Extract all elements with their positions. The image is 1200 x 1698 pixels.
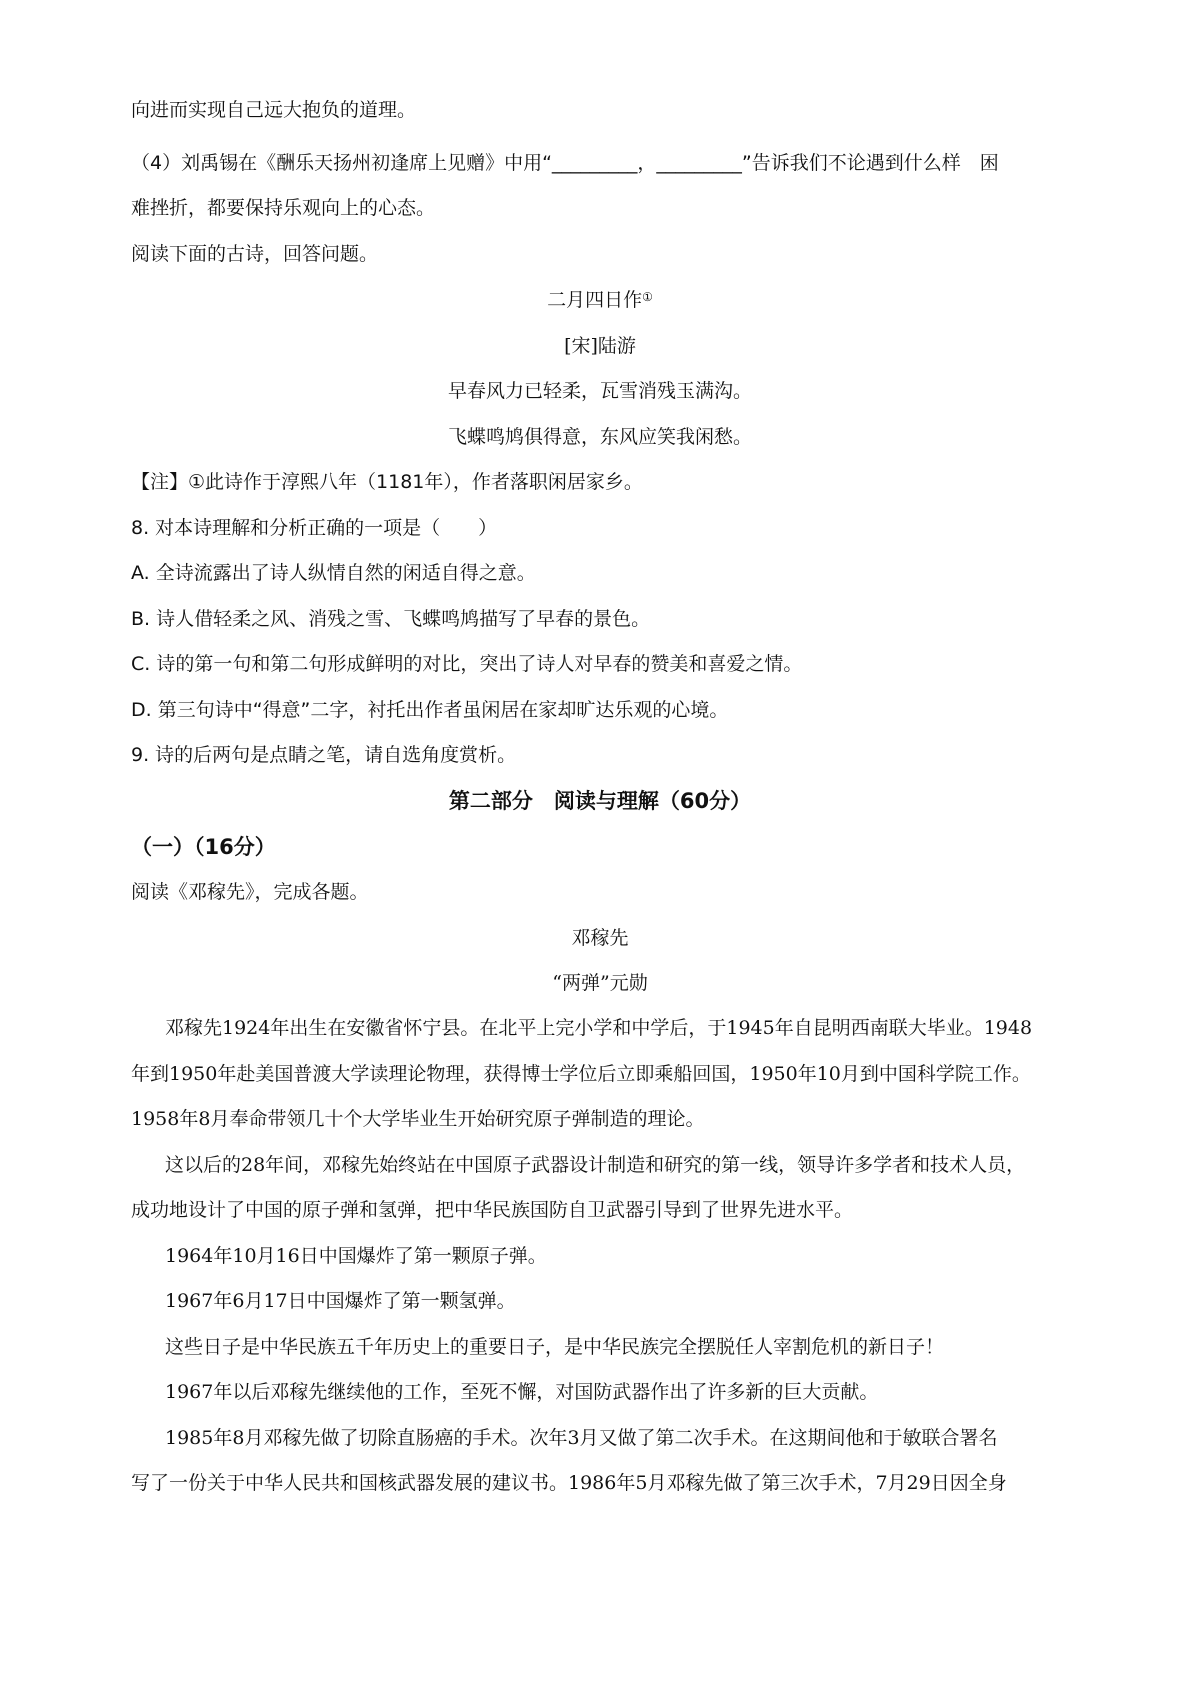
poem-author: [宋]陆游 <box>564 335 636 357</box>
question-4-line-2: 难挫折，都要保持乐观向上的心态。 <box>131 197 436 219</box>
article-subtitle: “两弹”元勋 <box>552 972 648 994</box>
reading-intro: 阅读《邓稼先》，完成各题。 <box>131 881 369 903</box>
option-a: A. 全诗流露出了诗人纵情自然的闲适自得之意。 <box>131 562 536 584</box>
footnote-marker: ① <box>642 290 653 304</box>
paragraph-line: 1964年10月16日中国爆炸了第一颗原子弹。 <box>165 1245 547 1267</box>
paragraph-line: 1967年6月17日中国爆炸了第一颗氢弹。 <box>165 1290 516 1312</box>
option-d: D. 第三句诗中“得意”二字，衬托出作者虽闲居在家却旷达乐观的心境。 <box>131 699 729 721</box>
poem-title-text: 二月四日作 <box>547 289 643 311</box>
question-continuation: 向进而实现自己远大抱负的道理。 <box>131 99 417 121</box>
poem-line-1: 早春风力已轻柔，瓦雪消残玉满沟。 <box>447 380 752 402</box>
question-8: 8. 对本诗理解和分析正确的一项是（ ） <box>131 517 498 539</box>
option-b: B. 诗人借轻柔之风、消残之雪、飞蝶鸣鸠描写了早春的景色。 <box>131 608 651 630</box>
paragraph-line: 成功地设计了中国的原子弹和氢弹，把中华民族国防自卫武器引导到了世界先进水平。 <box>131 1199 854 1221</box>
paragraph-line: 邓稼先1924年出生在安徽省怀宁县。在北平上完小学和中学后，于1945年自昆明西南联大毕业。1948 <box>165 1017 1033 1039</box>
paragraph-line: 1967年以后邓稼先继续他的工作，至死不懈，对国防武器作出了许多新的巨大贡献。 <box>165 1381 879 1403</box>
question-9: 9. 诗的后两句是点睛之笔，请自选角度赏析。 <box>131 744 517 766</box>
poem-title <box>0 286 1200 314</box>
poem-line-2: 飞蝶鸣鸠俱得意，东风应笑我闲愁。 <box>447 426 752 448</box>
question-4-line-1: （4）刘禹锡在《酬乐天扬州初逢席上见赠》中用“_________，_________”告诉我们不论遇到什么样 困 <box>131 152 999 174</box>
poem-note: 【注】①此诗作于淳熙八年（1181年），作者落职闲居家乡。 <box>131 471 643 493</box>
paragraph-line: 这以后的28年间，邓稼先始终站在中国原子武器设计制造和研究的第一线，领导许多学者和技术人员， <box>165 1154 1026 1176</box>
section-heading: （一）（16分） <box>131 835 276 859</box>
paragraph-line: 1985年8月邓稼先做了切除直肠癌的手术。次年3月又做了第二次手术。在这期间他和于敏联合署名 <box>165 1427 998 1449</box>
poem-intro: 阅读下面的古诗，回答问题。 <box>131 243 379 265</box>
paragraph-line: 这些日子是中华民族五千年历史上的重要日子，是中华民族完全摆脱任人宰割危机的新日子！ <box>165 1336 945 1358</box>
option-c: C. 诗的第一句和第二句形成鲜明的对比，突出了诗人对早春的赞美和喜爱之情。 <box>131 653 803 675</box>
paragraph-line: 1958年8月奉命带领几十个大学毕业生开始研究原子弹制造的理论。 <box>131 1108 705 1130</box>
paragraph-line: 年到1950年赴美国普渡大学读理论物理，获得博士学位后立即乘船回国，1950年10月到中国科学院工作。 <box>131 1063 1031 1085</box>
part-heading: 第二部分 阅读与理解（60分） <box>448 789 752 813</box>
article-title: 邓稼先 <box>571 927 629 949</box>
paragraph-line: 写了一份关于中华人民共和国核武器发展的建议书。1986年5月邓稼先做了第三次手术，7月29日因全身 <box>131 1472 1007 1494</box>
